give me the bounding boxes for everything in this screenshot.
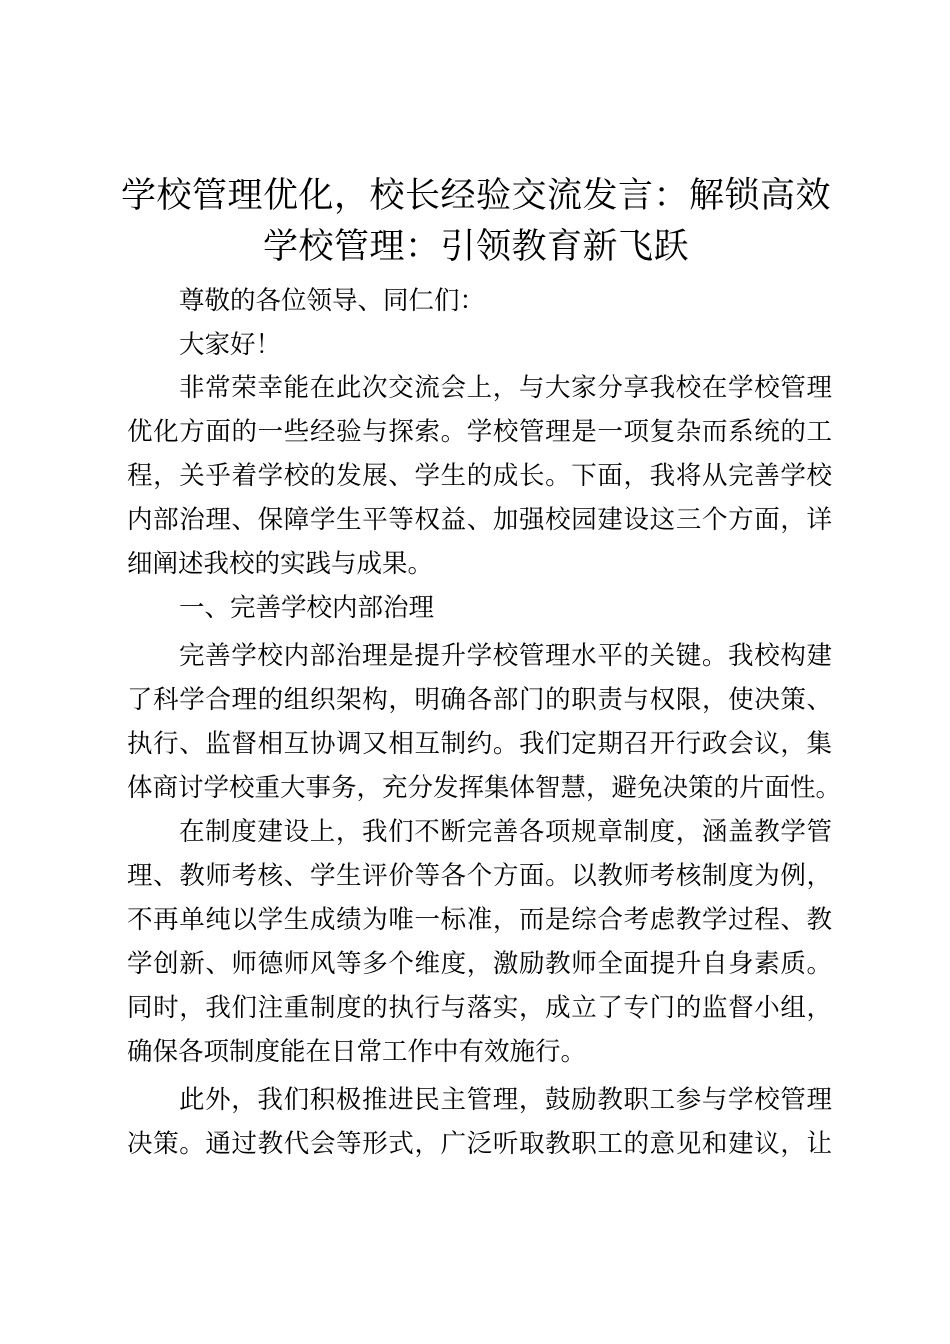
section-heading: 一、完善学校内部治理: [179, 593, 435, 623]
paragraph-line: 体商讨学校重大事务，充分发挥集体智慧，避免决策的片面性。: [127, 773, 842, 803]
paragraph-line: 决策。通过教代会等形式，广泛听取教职工的意见和建议，让: [127, 1129, 832, 1159]
paragraph-line: 细阐述我校的实践与成果。: [127, 549, 434, 579]
paragraph-line: 了科学合理的组织架构，明确各部门的职责与权限，使决策、: [127, 685, 832, 715]
salutation: 尊敬的各位领导、同仁们：: [179, 286, 486, 316]
paragraph-line: 优化方面的一些经验与探索。学校管理是一项复杂而系统的工: [127, 417, 832, 447]
document-title-line-2: 学校管理：引领教育新飞跃: [262, 227, 689, 267]
paragraph-line: 程，关乎着学校的发展、学生的成长。下面，我将从完善学校: [127, 461, 832, 491]
document-title-line-1: 学校管理优化，校长经验交流发言：解锁高效: [120, 176, 831, 216]
paragraph-line: 内部治理、保障学生平等权益、加强校园建设这三个方面，详: [127, 505, 832, 535]
paragraph-line: 执行、监督相互协调又相互制约。我们定期召开行政会议，集: [127, 729, 832, 759]
paragraph-line: 此外，我们积极推进民主管理，鼓励教职工参与学校管理: [179, 1085, 832, 1115]
paragraph-line: 完善学校内部治理是提升学校管理水平的关键。我校构建: [179, 641, 832, 671]
paragraph-line: 学创新、师德师风等多个维度，激励教师全面提升自身素质。: [127, 949, 832, 979]
paragraph-line: 同时，我们注重制度的执行与落实，成立了专门的监督小组，: [127, 993, 832, 1023]
greeting: 大家好！: [179, 330, 282, 360]
paragraph-line: 在制度建设上，我们不断完善各项规章制度，涵盖教学管: [179, 817, 832, 847]
paragraph-line: 非常荣幸能在此次交流会上，与大家分享我校在学校管理: [179, 373, 832, 403]
paragraph-line: 理、教师考核、学生评价等各个方面。以教师考核制度为例，: [127, 861, 832, 891]
paragraph-line: 不再单纯以学生成绩为唯一标准，而是综合考虑教学过程、教: [127, 905, 832, 935]
paragraph-line: 确保各项制度能在日常工作中有效施行。: [127, 1037, 587, 1067]
